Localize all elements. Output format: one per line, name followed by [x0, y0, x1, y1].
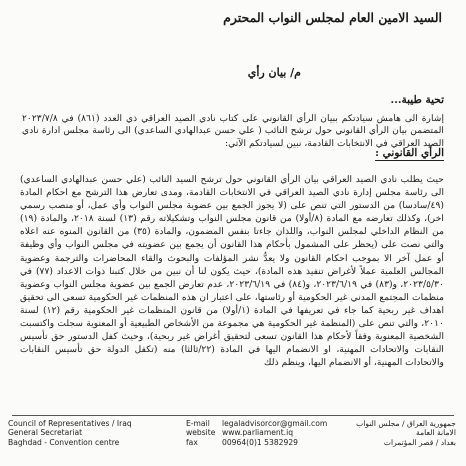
email-label: E-mail	[186, 419, 210, 428]
footer-org-line: General Secretariat	[8, 428, 83, 438]
footer-divider	[12, 415, 454, 416]
email-value: legaladvisorcor@gmail.com	[222, 419, 328, 428]
website-value: www.parliament.iq	[222, 428, 294, 438]
footer-org-line: بغداد / قصر المؤتمرات	[383, 437, 456, 447]
greeting: تحية طيبة...	[390, 94, 444, 106]
fax-value: 00964(0)1 5382929	[222, 437, 298, 447]
footer-org-line: Council of Representatives / Iraq	[8, 419, 132, 428]
website-label: website	[186, 428, 216, 438]
body-paragraph: حيث يطلب نادي الصيد العراقي بيان الرأي القانوني حول ترشح السيد النائب (علي حسن عبدالهادي الساعدي) الى رئاسة مجلس إدارة نادي الصيد العراقي في الانتخابات القادمة، ومدى تعارض هذا الترشح مع احكام المادة (٤٩/سادسا) من الدستور التي تنص على (لا يجوز الجمع بين عضوية مجلس النواب وأي عمل، أو منصب رسمي اخر)، وكذلك تعارضه مع المادة (٨/أولا) من قانون مجلس النواب وتشكيلاته رقم (١٣) لسنة ٢٠١٨، والمادة (١٩) من النظام الداخلي لمجلس النواب، واللذان جاءتا بنفس المضمون، والمادة (٣٥) من القانون المنوه عنه اعلاه والتي نصت على (يحظر على المشمول بأحكام هذا القانون أن يجمع بين عضويته في مجلس النواب وأي وظيفة أو عمل آخر الا بموجب احكام القانون ولا يعدُّ نشر المؤلفات والبحوث والقاء المحاضرات والترجمة وعضوية المجالس العلمية عملاً لأغراض تنفيذ هذه المادة)، حيث يكون لنا أن نبين من خلال كتبنا ذوات الاعداد (٧٧) في ٢٠٢٣/٥/٣٠، و(٨٣) في ٢٠٢٣/٦/١٩، و(٨٤) في ٢٠٢٣/٦/١٩، عدم تعارض الجمع بين عضوية مجلس النواب وعضوية منظمات المجتمع المدني غير الحكومية أو رئاستها، على اعتبار ان هذه المنظمات غير الحكومية تسعى الى تحقيق اهداف غير ربحية كما جاء في تعريفها في المادة (١/أولا) من قانون المنظمات غير الحكومية رقم (١٢) لسنة ٢٠١٠، والتي تنص على (المنظمة غير الحكومية هي مجموعة من الأشخاص الطبيعية أو المعنوية سجلت واكتسبت الشخصية المعنوية وفقاً لأحكام هذا القانون تسعى لتحقيق أغراض غير ربحية)، وحيث كفل الدستور حق تأسيس النقابات والاتحادات المهنية، او الانضمام اليها في المادة (٢٢/ثالثا) منه (تكفل الدولة حق تأسيس النقابات والاتحادات المهنية، أو الانضمام اليها، وينظم ذلك	[20, 174, 445, 369]
footer-contact	[186, 419, 336, 447]
footer-org-arabic	[356, 419, 456, 447]
intro-paragraph: إشارة الى هامش سيادتكم ببيان الرأي القانوني على كتاب نادي الصيد العراقي ذي العدد (٨٦١) في ٢٠٢٣/٧/٨ المتضمن بيان الرأي القانوني حول ترشح النائب ( علي حسن عبدالهادي الساعدي) الى رئاسة مجلس ادارة نادي الصيد العراقي في الانتخابات القادمة، نبين لسيادتكم الآتي:	[22, 113, 445, 149]
footer-org-line: الامانة العامة	[416, 428, 456, 438]
section-title: الرأي القانوني :	[375, 147, 444, 159]
recipient-heading: السيد الامين العام لمجلس النواب المحترم	[223, 10, 442, 25]
footer-org-english	[8, 419, 158, 447]
subject-line: م/ بيان رأي	[247, 66, 301, 79]
footer-org-line: Baghdad - Convention centre	[8, 437, 120, 447]
fax-label: fax	[186, 437, 198, 447]
footer-org-line: جمهورية العراق / مجلس النواب	[356, 419, 456, 428]
